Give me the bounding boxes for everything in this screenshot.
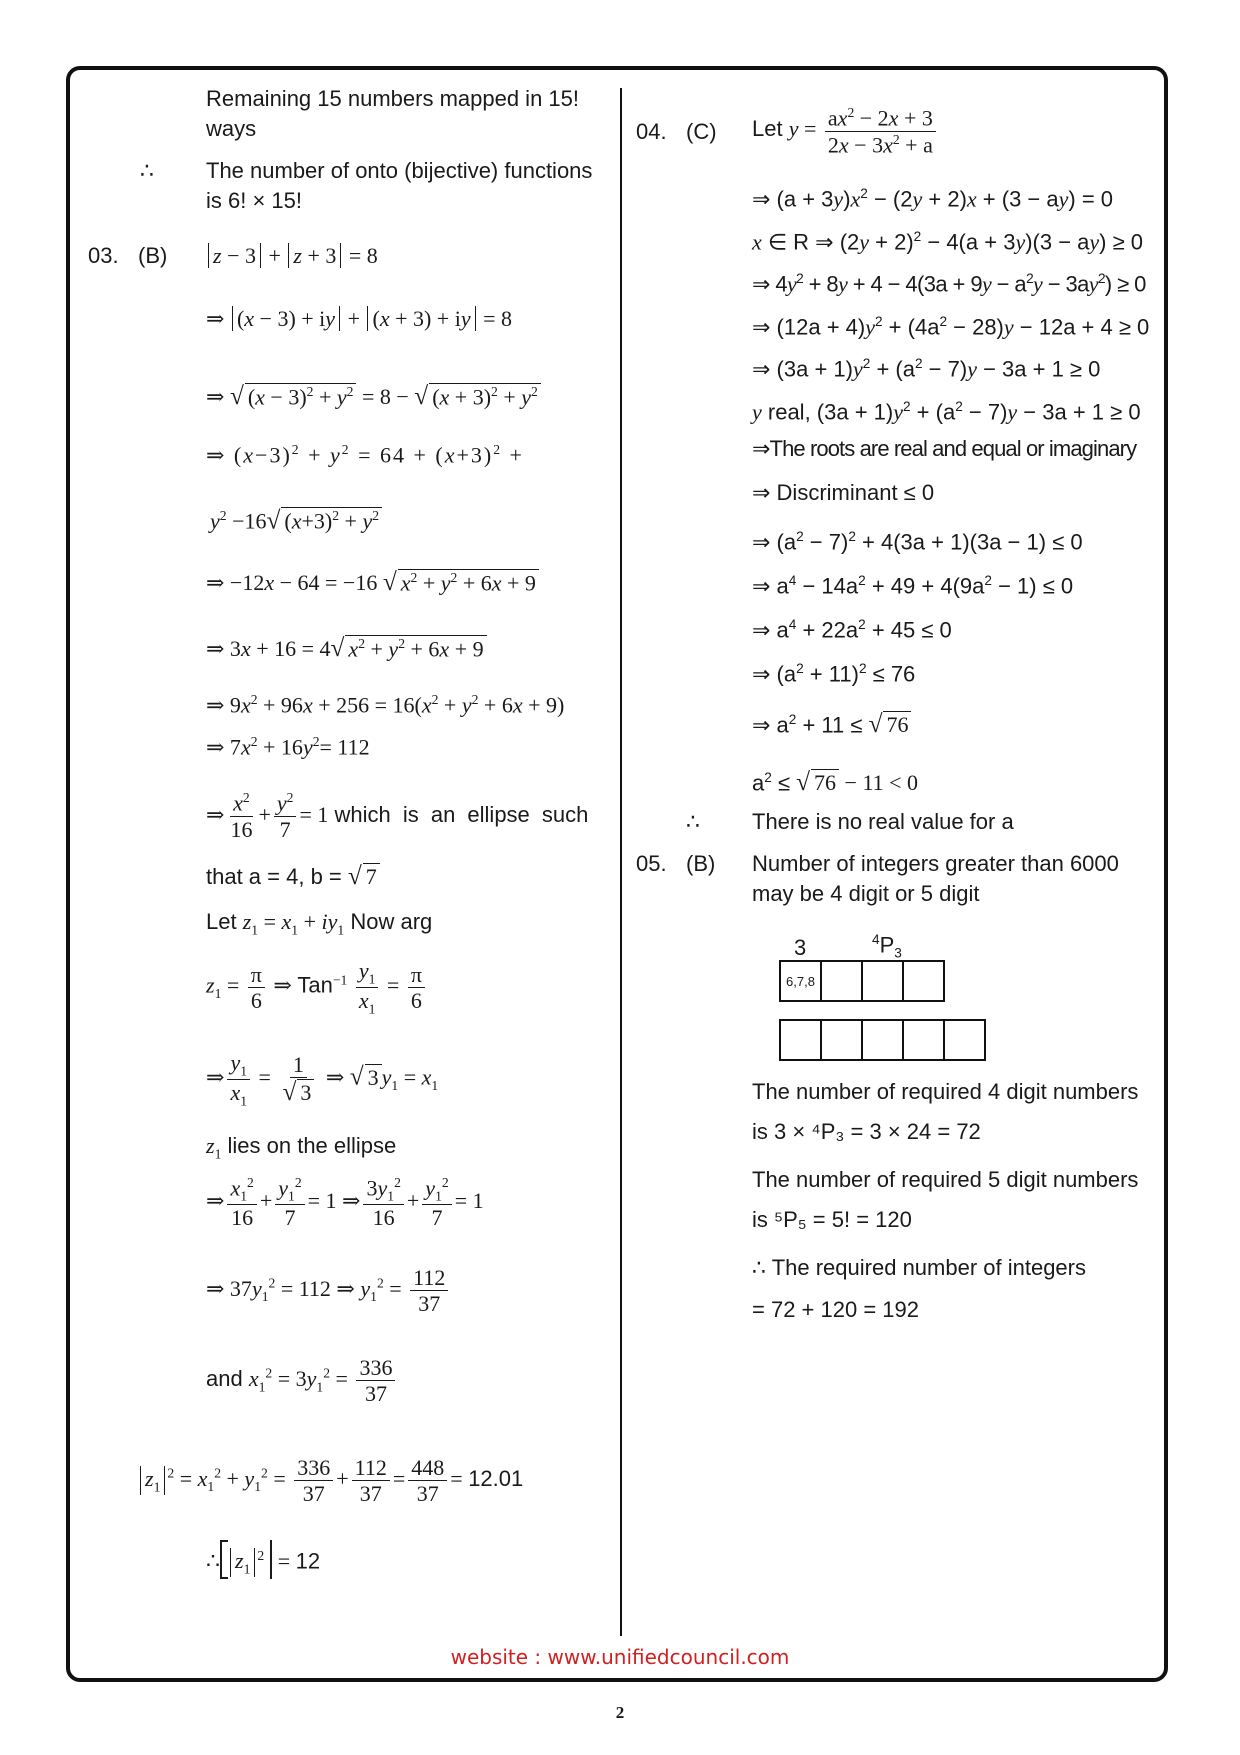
box-label-3: 3: [794, 935, 807, 960]
four-digit-line-1: The number of required 4 digit numbers: [752, 1079, 1139, 1104]
q5-number: 05.: [636, 851, 667, 876]
and-text: and: [206, 1365, 243, 1391]
q4-eq-5: ⇒ $(3a + 1)y^2 + (a^2 - 7)y - 3a + 1 \ge 0$: [752, 356, 1101, 382]
digit-box: [902, 1019, 945, 1061]
tan-text: Tan: [297, 972, 333, 998]
column-divider: [620, 88, 622, 1636]
q4-discriminant: ⇒ Discriminant ≤ 0: [752, 480, 935, 505]
q4-eq-10: ⇒ $(a^2 + 11)^2 \le 76$: [752, 661, 916, 687]
q5-line-1: Number of integers greater than 6000: [752, 851, 1119, 876]
ab-text: that a = 4, b =: [206, 864, 342, 889]
q3-final: ∴ $z_1^2 = 12$: [206, 1540, 320, 1579]
q3-eq-8: ⇒ $9x^2 + 96x + 256 = 16(x^2 + y^2 + 6x + 9)$: [206, 692, 565, 718]
q4-eq-9: ⇒ $a^4 + 22a^2 + 45 \le 0$: [752, 617, 952, 643]
q4-number: 04.: [636, 119, 667, 144]
q4-roots-text: ⇒The roots are real and equal or imaginary: [752, 436, 1137, 461]
required-line-2: = 72 + 120 = 192: [752, 1297, 919, 1322]
q4-eq-1: ⇒ $(a + 3y)x^2 - (2y + 2)x + (3 - ay) = 0$: [752, 186, 1114, 212]
required-line-1: ∴ The required number of integers: [752, 1255, 1086, 1280]
digit-box: [902, 960, 945, 1002]
digit-box: [820, 960, 863, 1002]
box-label-4p3: $^4P_3$: [872, 932, 902, 961]
q3-ab-line: that a = 4, b = √ 7: [206, 862, 380, 891]
digit-box-first: 6,7,8: [779, 960, 822, 1002]
now-arg-text: Now arg: [350, 909, 433, 934]
five-digit-boxes: [779, 1019, 984, 1061]
lies-text: lies on the ellipse: [227, 1133, 397, 1158]
q3-eq-7: ⇒ 3x + 16 = 4√ $x^2 + y^2 + 6x + 9$: [206, 634, 487, 663]
therefore-symbol: ∴: [140, 158, 154, 183]
onto-line-1: The number of onto (bijective) functions: [206, 158, 593, 183]
q3-eq-5: $y^2 -16√$ $(x+3)^2 + y^2$: [210, 502, 382, 535]
q4-eq-4: ⇒ $(12a + 4)y^2 + (4a^2 - 28)y - 12a + 4 \ge 0$: [752, 314, 1150, 340]
page-number: 2: [615, 1703, 625, 1722]
q3-answer: (B): [138, 243, 168, 268]
q3-number: 03.: [88, 243, 119, 268]
q3-eq-6: ⇒ −12x − 64 = −16 √ $x^2 + y^2 + 6x + 9$: [206, 568, 539, 597]
approx-value: 12.01: [468, 1465, 524, 1491]
q3-let-line: Let $z_1 = x_1 + iy_1$ Now arg: [206, 909, 433, 938]
q3-eq-10: ⇒ $\frac{x^2}{16}$ + $\frac{y^2}{7}$ = 1 which is an ellipse such: [206, 790, 589, 842]
four-digit-line-2: is 3 × ⁴P₃ = 3 × 24 = 72: [752, 1119, 981, 1144]
q3-eq-4: ⇒ $(x-3)^2 + y^2 = 64 + (x+3)^2$ +: [206, 442, 524, 468]
q3-eq-ratio: ⇒ $\frac{y_1}{x_1}$ = $\frac{1}{√ 3}$ ⇒ √ 3 $y_1 = x_1$: [206, 1050, 439, 1109]
q4-no-real: There is no real value for a: [752, 809, 1014, 834]
q4-eq-6: y real, $(3a + 1)y^2 + (a^2 - 7)y - 3a + 1 \ge 0$: [752, 399, 1141, 425]
digit-box: [779, 1019, 822, 1061]
q3-eq-3: ⇒ √ $(x - 3)^2 + y^2 = 8$ − √ $(x + 3)^2 + y^2$: [206, 382, 541, 411]
ellipse-text: which is an ellipse such: [334, 801, 589, 827]
q3-eq-ellipse: ⇒ $\frac{x_1^2}{16}$ + $\frac{y_1^2}{7}$ = 1 ⇒ $\frac{3y_1^2}{16}$ + $\frac{y_1^2}{7}$ = 1: [206, 1175, 484, 1231]
final-value: 12: [295, 1548, 321, 1574]
onto-line-2: is 6! × 15!: [206, 188, 303, 213]
q3-eq-arg: $z_1$ = $\frac{\pi}{6}$ ⇒ Tan$^{-1}$ $\frac{y_1}{x_1}$ = $\frac{\pi}{6}$: [206, 958, 428, 1017]
q3-eq-x1: and $x_1^2 = 3y_1^2$ = $\frac{336}{37}$: [206, 1355, 398, 1407]
q3-eq-2: ⇒ (x − 3) + iy + (x + 3) + iy = 8: [206, 306, 513, 331]
q5-line-2: may be 4 digit or 5 digit: [752, 881, 980, 906]
q4-therefore: ∴: [686, 809, 700, 834]
q4-eq-12: $a^2$ ≤ √ 76 − 11 < 0: [752, 768, 919, 797]
intro-line-2: ways: [206, 116, 257, 141]
q3-eq-1: z − 3 + z + 3 = 8: [206, 242, 378, 270]
q4-answer: (C): [686, 119, 717, 144]
q4-eq-8: ⇒ $a^4 - 14a^2 + 49 + 4(9a^2 - 1) \le 0$: [752, 573, 1074, 599]
digit-box: [820, 1019, 863, 1061]
five-digit-line-1: The number of required 5 digit numbers: [752, 1167, 1139, 1192]
let-text: Let: [206, 909, 237, 934]
q3-eq-9: ⇒ $7x^2 + 16y^2= 112$: [206, 734, 370, 760]
digit-box: [861, 960, 904, 1002]
q3-lies-line: $z_1$ lies on the ellipse: [206, 1133, 397, 1162]
digit-box: [943, 1019, 986, 1061]
five-digit-line-2: is ⁵P₅ = 5! = 120: [752, 1207, 912, 1232]
let-y-text: Let: [752, 116, 783, 142]
q5-answer: (B): [686, 851, 716, 876]
q4-eq-2: x ∈ R ⇒ $(2y + 2)^2 - 4(a + 3y)(3 - ay) \ge 0$: [752, 229, 1144, 255]
q3-eq-modulus: $z_1^2 = x_1^2 + y_1^2$ = $\frac{336}{37}$ + $\frac{112}{37}$ = $\frac{448}{37}$ = 12.01: [138, 1455, 523, 1507]
q4-let-y: Let y = $\frac{ax^2 - 2x + 3}{2x - 3x^2 + a}$: [752, 105, 939, 157]
website-link[interactable]: website : www.unifiedcouncil.com: [450, 1645, 790, 1669]
q4-eq-11: ⇒ $a^2 + 11$ ≤ √ 76: [752, 706, 911, 739]
q3-eq-y1: ⇒ $37y_1^2 = 112$ ⇒ $y_1^2$ = $\frac{112}{37}$: [206, 1265, 451, 1317]
four-digit-boxes: [779, 960, 943, 1002]
q4-eq-7: ⇒ $(a^2 - 7)^2 + 4(3a + 1)(3a - 1) \le 0$: [752, 529, 1083, 555]
q4-eq-3: ⇒ $4y^2 + 8y + 4 - 4(3a + 9y - a^2y - 3ay^2) \ge 0$: [752, 271, 1146, 297]
digit-box: [861, 1019, 904, 1061]
intro-line-1: Remaining 15 numbers mapped in 15!: [206, 86, 580, 111]
